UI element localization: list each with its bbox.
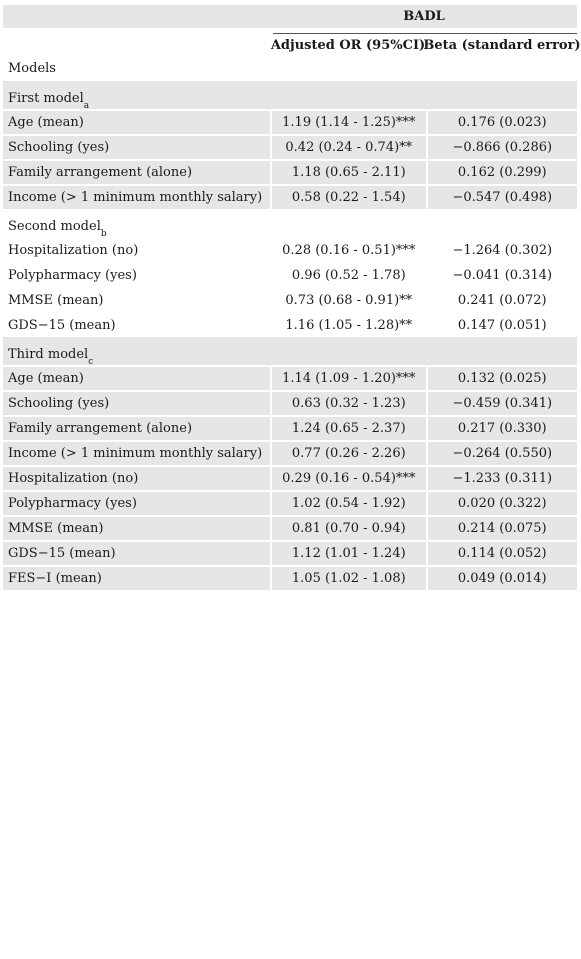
row-or: 0.81 (0.70 - 0.94) bbox=[272, 517, 425, 540]
models-row bbox=[3, 56, 577, 81]
row-beta: −0.866 (0.286) bbox=[428, 136, 577, 159]
table-row bbox=[3, 264, 577, 287]
row-or: 1.19 (1.14 - 1.25)*** bbox=[272, 111, 425, 134]
header-group-row bbox=[3, 5, 577, 28]
row-or: 1.24 (0.65 - 2.37) bbox=[272, 417, 425, 440]
row-label: MMSE (mean) bbox=[3, 517, 270, 540]
row-label: Family arrangement (alone) bbox=[3, 417, 270, 440]
header-label-blank bbox=[3, 28, 269, 56]
row-beta: 0.020 (0.322) bbox=[428, 492, 577, 515]
row-label: Family arrangement (alone) bbox=[3, 161, 270, 184]
table-row bbox=[3, 517, 577, 540]
table-row bbox=[3, 314, 577, 337]
row-or: 1.18 (0.65 - 2.11) bbox=[272, 161, 425, 184]
section-title: Second model b bbox=[8, 219, 107, 239]
row-beta: 0.176 (0.023) bbox=[428, 111, 577, 134]
row-or: 0.63 (0.32 - 1.23) bbox=[272, 392, 425, 415]
row-label: MMSE (mean) bbox=[8, 293, 104, 308]
row-beta: 0.147 (0.051) bbox=[457, 318, 547, 333]
row-or: 1.02 (0.54 - 1.92) bbox=[272, 492, 425, 515]
row-beta: −0.264 (0.550) bbox=[428, 442, 577, 465]
row-beta: 0.114 (0.052) bbox=[428, 542, 577, 565]
row-beta: 0.049 (0.014) bbox=[428, 567, 577, 590]
header-columns-row bbox=[3, 28, 581, 56]
row-beta: 0.241 (0.072) bbox=[457, 293, 547, 308]
section-title-text: Third model bbox=[8, 347, 89, 362]
row-or: 1.05 (1.02 - 1.08) bbox=[272, 567, 425, 590]
models-or-blank bbox=[272, 56, 425, 81]
section-title-text: Second model bbox=[8, 219, 101, 234]
table-row bbox=[3, 442, 577, 465]
row-beta: 0.162 (0.299) bbox=[428, 161, 577, 184]
section-row bbox=[3, 209, 577, 237]
section-row bbox=[3, 337, 577, 365]
row-beta: −0.459 (0.341) bbox=[428, 392, 577, 415]
row-beta: −1.233 (0.311) bbox=[428, 467, 577, 490]
section-title-text: First model bbox=[8, 91, 84, 106]
row-beta: −1.264 (0.302) bbox=[452, 243, 553, 258]
table-row bbox=[3, 542, 577, 565]
row-or: 0.42 (0.24 - 0.74)** bbox=[272, 136, 425, 159]
row-beta: 0.217 (0.330) bbox=[428, 417, 577, 440]
section-row bbox=[3, 81, 577, 109]
table-row bbox=[3, 492, 577, 515]
header-blank-cell bbox=[3, 5, 271, 28]
row-or: 1.14 (1.09 - 1.20)*** bbox=[272, 367, 425, 390]
header-beta: Beta (standard error) bbox=[423, 38, 581, 53]
row-label: Schooling (yes) bbox=[3, 392, 270, 415]
row-or: 1.16 (1.05 - 1.28)** bbox=[285, 318, 413, 333]
row-or: 0.73 (0.68 - 0.91)** bbox=[285, 293, 413, 308]
row-label: Polypharmacy (yes) bbox=[3, 492, 270, 515]
row-or: 1.12 (1.01 - 1.24) bbox=[272, 542, 425, 565]
header-group-label: BADL bbox=[271, 5, 577, 28]
row-label: Hospitalization (no) bbox=[3, 467, 270, 490]
table-row bbox=[3, 467, 577, 490]
row-beta: −0.547 (0.498) bbox=[428, 186, 577, 209]
table-row bbox=[3, 136, 577, 159]
row-label: Schooling (yes) bbox=[3, 136, 270, 159]
results-table bbox=[3, 5, 581, 590]
row-label: Polypharmacy (yes) bbox=[8, 268, 137, 283]
row-or: 0.96 (0.52 - 1.78) bbox=[291, 268, 406, 283]
models-beta-blank bbox=[428, 56, 577, 81]
row-beta: 0.214 (0.075) bbox=[428, 517, 577, 540]
section-title: First model a bbox=[8, 91, 90, 111]
row-label: Age (mean) bbox=[3, 111, 270, 134]
row-label: Age (mean) bbox=[3, 367, 270, 390]
table-row bbox=[3, 289, 577, 312]
table-row bbox=[3, 239, 577, 262]
row-label: Hospitalization (no) bbox=[8, 243, 139, 258]
row-or: 0.58 (0.22 - 1.54) bbox=[272, 186, 425, 209]
table-row bbox=[3, 367, 577, 390]
row-label: FES−I (mean) bbox=[3, 567, 270, 590]
table-row bbox=[3, 186, 577, 209]
row-beta: 0.132 (0.025) bbox=[428, 367, 577, 390]
table-row bbox=[3, 161, 577, 184]
row-label: GDS−15 (mean) bbox=[3, 542, 270, 565]
row-or: 0.29 (0.16 - 0.54)*** bbox=[272, 467, 425, 490]
row-label: Income (> 1 minimum monthly salary) bbox=[3, 442, 270, 465]
row-label: Income (> 1 minimum monthly salary) bbox=[3, 186, 270, 209]
table-row bbox=[3, 567, 577, 590]
header-or: Adjusted OR (95%CI) bbox=[270, 38, 426, 53]
row-or: 0.77 (0.26 - 2.26) bbox=[272, 442, 425, 465]
row-label: GDS−15 (mean) bbox=[8, 318, 116, 333]
section-title: Third model c bbox=[8, 347, 94, 367]
row-or: 0.28 (0.16 - 0.51)*** bbox=[282, 243, 416, 258]
models-label: Models bbox=[8, 61, 56, 76]
table-row bbox=[3, 111, 577, 134]
table-row bbox=[3, 392, 577, 415]
table-body bbox=[3, 81, 577, 590]
row-beta: −0.041 (0.314) bbox=[452, 268, 553, 283]
table-row bbox=[3, 417, 577, 440]
